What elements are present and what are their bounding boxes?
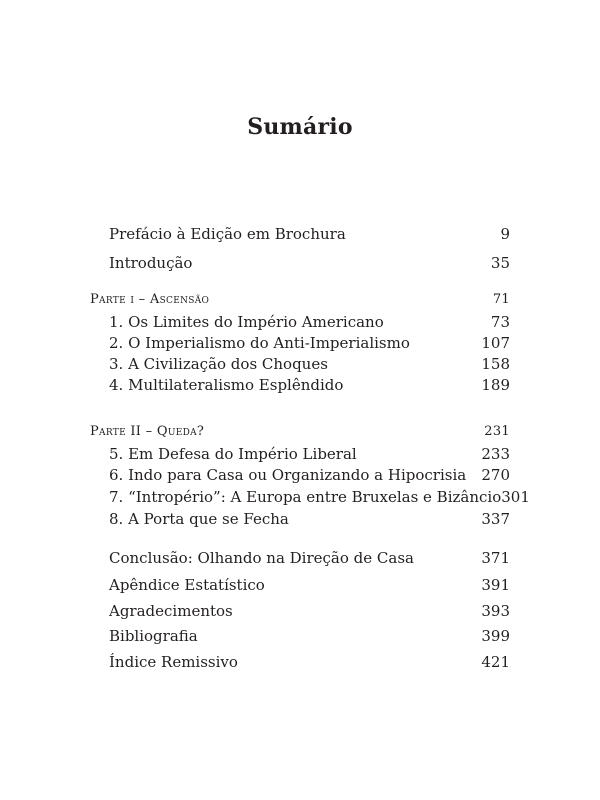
- toc-entry-page: 421: [481, 653, 510, 671]
- toc-chapter-5[interactable]: [109, 445, 510, 463]
- toc-chapter-page: 158: [481, 355, 510, 373]
- toc-chapter-label: 2. O Imperialismo do Anti-Imperialismo: [109, 334, 410, 352]
- toc-chapter-page: 301: [501, 488, 530, 506]
- toc-entry-label: Conclusão: Olhando na Direção de Casa: [109, 549, 414, 567]
- toc-chapter-3[interactable]: [109, 355, 510, 373]
- toc-entry-appendix[interactable]: [109, 576, 510, 594]
- toc-part-page: 71: [492, 292, 510, 307]
- toc-chapter-label: 5. Em Defesa do Império Liberal: [109, 445, 357, 463]
- toc-chapter-page: 270: [481, 466, 510, 484]
- toc-entry-bibliography[interactable]: [109, 627, 510, 645]
- toc-chapter-1[interactable]: [109, 313, 510, 331]
- toc-chapter-6[interactable]: [109, 466, 510, 484]
- toc-entry-label: Índice Remissivo: [109, 653, 238, 671]
- toc-entry-index[interactable]: [109, 653, 510, 671]
- toc-chapter-label: 8. A Porta que se Fecha: [109, 510, 289, 528]
- toc-chapter-page: 73: [490, 313, 510, 331]
- toc-entry-introduction[interactable]: [109, 254, 510, 272]
- toc-part-1[interactable]: [90, 291, 510, 309]
- toc-chapter-4[interactable]: [109, 376, 510, 394]
- toc-entry-label: Introdução: [109, 254, 193, 272]
- page-title: Sumário: [247, 114, 353, 140]
- toc-entry-label: Agradecimentos: [109, 602, 233, 620]
- toc-entry-page: 9: [500, 225, 510, 243]
- toc-part-label: Parte II – Queda?: [90, 424, 205, 439]
- toc-chapter-page: 233: [481, 445, 510, 463]
- toc-chapter-2[interactable]: [109, 334, 510, 352]
- toc-chapter-page: 189: [481, 376, 510, 394]
- toc-entry-page: 35: [490, 254, 510, 272]
- toc-chapter-label: 4. Multilateralismo Esplêndido: [109, 376, 344, 394]
- toc-chapter-8[interactable]: [109, 510, 510, 528]
- toc-entry-acknowledgements[interactable]: [109, 602, 510, 620]
- toc-chapter-label: 1. Os Limites do Império Americano: [109, 313, 384, 331]
- toc-entry-page: 399: [481, 627, 510, 645]
- toc-chapter-label: 7. “Intropério”: A Europa entre Bruxelas e Bizâncio: [109, 488, 502, 506]
- toc-chapter-7[interactable]: [109, 488, 530, 506]
- toc-part-label: Parte i – Ascensão: [90, 292, 210, 307]
- toc-chapter-page: 337: [481, 510, 510, 528]
- toc-entry-page: 371: [481, 549, 510, 567]
- toc-entry-label: Apêndice Estatístico: [109, 576, 265, 594]
- toc-entry-page: 391: [481, 576, 510, 594]
- toc-entry-page: 393: [481, 602, 510, 620]
- toc-part-page: 231: [484, 424, 510, 439]
- toc-chapter-page: 107: [481, 334, 510, 352]
- toc-entry-conclusion[interactable]: [109, 549, 510, 567]
- toc-chapter-label: 3. A Civilização dos Choques: [109, 355, 328, 373]
- toc-part-2[interactable]: [90, 423, 510, 441]
- toc-entry-label: Bibliografia: [109, 627, 198, 645]
- toc-chapter-label: 6. Indo para Casa ou Organizando a Hipocrisia: [109, 466, 467, 484]
- toc-entry-label: Prefácio à Edição em Brochura: [109, 225, 346, 243]
- toc-entry-preface[interactable]: [109, 225, 510, 243]
